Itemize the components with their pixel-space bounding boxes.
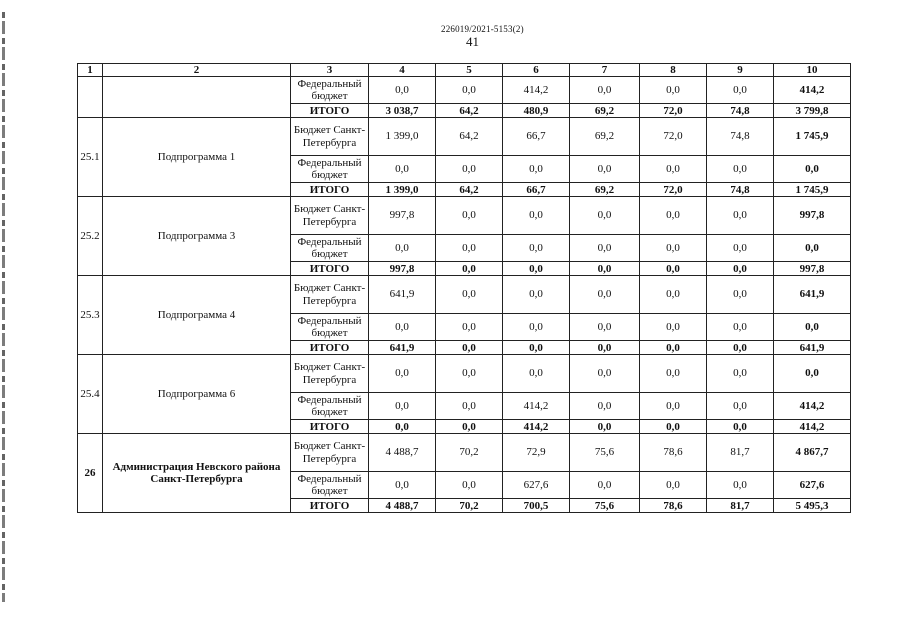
value-cell: 70,2	[436, 434, 503, 472]
source-cell: ИТОГО	[291, 104, 369, 118]
value-cell: 0,0	[369, 472, 436, 499]
value-cell: 4 867,7	[774, 434, 851, 472]
value-cell: 0,0	[640, 276, 707, 314]
row-number-cell	[78, 77, 103, 118]
value-cell: 414,2	[774, 393, 851, 420]
value-cell: 0,0	[436, 262, 503, 276]
row-number-cell: 25.4	[78, 355, 103, 434]
document-number: 226019/2021-5153(2)	[441, 24, 524, 34]
source-cell: Федеральный бюджет	[291, 393, 369, 420]
value-cell: 627,6	[774, 472, 851, 499]
value-cell: 0,0	[369, 235, 436, 262]
col-header: 3	[291, 64, 369, 77]
value-cell: 69,2	[570, 118, 640, 156]
value-cell: 0,0	[503, 314, 570, 341]
value-cell: 0,0	[640, 472, 707, 499]
value-cell: 74,8	[707, 118, 774, 156]
value-cell: 4 488,7	[369, 434, 436, 472]
value-cell: 64,2	[436, 118, 503, 156]
value-cell: 0,0	[640, 77, 707, 104]
value-cell: 0,0	[503, 197, 570, 235]
value-cell: 0,0	[436, 197, 503, 235]
value-cell: 81,7	[707, 434, 774, 472]
value-cell: 0,0	[774, 235, 851, 262]
source-cell: Федеральный бюджет	[291, 314, 369, 341]
table-row	[78, 118, 851, 156]
value-cell: 0,0	[570, 393, 640, 420]
value-cell: 414,2	[503, 420, 570, 434]
value-cell: 997,8	[369, 262, 436, 276]
col-header: 10	[774, 64, 851, 77]
value-cell: 0,0	[503, 341, 570, 355]
value-cell: 0,0	[570, 77, 640, 104]
value-cell: 641,9	[774, 276, 851, 314]
value-cell: 0,0	[707, 420, 774, 434]
value-cell: 0,0	[774, 156, 851, 183]
value-cell: 0,0	[503, 156, 570, 183]
row-name-cell: Подпрограмма 4	[103, 276, 291, 355]
value-cell: 627,6	[503, 472, 570, 499]
value-cell: 81,7	[707, 499, 774, 513]
col-header: 4	[369, 64, 436, 77]
value-cell: 69,2	[570, 183, 640, 197]
row-number-cell: 25.2	[78, 197, 103, 276]
value-cell: 66,7	[503, 118, 570, 156]
value-cell: 78,6	[640, 499, 707, 513]
value-cell: 641,9	[774, 341, 851, 355]
value-cell: 0,0	[640, 197, 707, 235]
value-cell: 0,0	[570, 472, 640, 499]
source-cell: Бюджет Санкт-Петербурга	[291, 355, 369, 393]
value-cell: 0,0	[640, 235, 707, 262]
col-header: 6	[503, 64, 570, 77]
value-cell: 414,2	[503, 77, 570, 104]
value-cell: 0,0	[640, 355, 707, 393]
value-cell: 0,0	[640, 393, 707, 420]
source-cell: Бюджет Санкт-Петербурга	[291, 276, 369, 314]
value-cell: 0,0	[436, 341, 503, 355]
value-cell: 0,0	[369, 393, 436, 420]
col-header: 1	[78, 64, 103, 77]
value-cell: 0,0	[570, 262, 640, 276]
value-cell: 0,0	[640, 420, 707, 434]
value-cell: 66,7	[503, 183, 570, 197]
value-cell: 0,0	[436, 77, 503, 104]
value-cell: 0,0	[707, 262, 774, 276]
value-cell: 0,0	[640, 341, 707, 355]
col-header: 2	[103, 64, 291, 77]
source-cell: ИТОГО	[291, 499, 369, 513]
value-cell: 70,2	[436, 499, 503, 513]
value-cell: 0,0	[369, 314, 436, 341]
value-cell: 1 745,9	[774, 183, 851, 197]
value-cell: 0,0	[707, 77, 774, 104]
value-cell: 1 745,9	[774, 118, 851, 156]
value-cell: 0,0	[369, 156, 436, 183]
value-cell: 0,0	[570, 197, 640, 235]
source-cell: Федеральный бюджет	[291, 472, 369, 499]
source-cell: Бюджет Санкт-Петербурга	[291, 197, 369, 235]
value-cell: 1 399,0	[369, 118, 436, 156]
value-cell: 480,9	[503, 104, 570, 118]
value-cell: 0,0	[369, 77, 436, 104]
source-cell: Бюджет Санкт-Петербурга	[291, 434, 369, 472]
value-cell: 0,0	[570, 156, 640, 183]
value-cell: 0,0	[707, 156, 774, 183]
value-cell: 0,0	[774, 314, 851, 341]
value-cell: 72,0	[640, 118, 707, 156]
value-cell: 414,2	[503, 393, 570, 420]
value-cell: 0,0	[707, 341, 774, 355]
value-cell: 64,2	[436, 183, 503, 197]
value-cell: 0,0	[503, 262, 570, 276]
source-cell: ИТОГО	[291, 420, 369, 434]
budget-table	[77, 63, 851, 513]
value-cell: 0,0	[436, 235, 503, 262]
source-cell: Федеральный бюджет	[291, 156, 369, 183]
value-cell: 0,0	[369, 355, 436, 393]
row-name-cell: Подпрограмма 3	[103, 197, 291, 276]
value-cell: 72,0	[640, 104, 707, 118]
value-cell: 0,0	[707, 355, 774, 393]
source-cell: ИТОГО	[291, 183, 369, 197]
value-cell: 0,0	[570, 355, 640, 393]
row-number-cell: 26	[78, 434, 103, 513]
value-cell: 0,0	[436, 355, 503, 393]
row-name-cell: Подпрограмма 1	[103, 118, 291, 197]
row-name-cell	[103, 77, 291, 118]
value-cell: 0,0	[570, 235, 640, 262]
value-cell: 997,8	[774, 262, 851, 276]
value-cell: 0,0	[640, 156, 707, 183]
table-row	[78, 77, 851, 104]
row-number-cell: 25.3	[78, 276, 103, 355]
table-row	[78, 355, 851, 393]
value-cell: 0,0	[707, 235, 774, 262]
source-cell: Федеральный бюджет	[291, 77, 369, 104]
value-cell: 69,2	[570, 104, 640, 118]
col-header: 7	[570, 64, 640, 77]
value-cell: 3 799,8	[774, 104, 851, 118]
row-number-cell: 25.1	[78, 118, 103, 197]
value-cell: 997,8	[774, 197, 851, 235]
value-cell: 0,0	[436, 276, 503, 314]
row-name-cell: Подпрограмма 6	[103, 355, 291, 434]
value-cell: 0,0	[707, 276, 774, 314]
table-row	[78, 276, 851, 314]
value-cell: 997,8	[369, 197, 436, 235]
value-cell: 0,0	[436, 420, 503, 434]
col-header: 8	[640, 64, 707, 77]
value-cell: 0,0	[570, 420, 640, 434]
table-row	[78, 197, 851, 235]
value-cell: 0,0	[570, 314, 640, 341]
column-number-row	[78, 64, 851, 77]
source-cell: Федеральный бюджет	[291, 235, 369, 262]
value-cell: 75,6	[570, 434, 640, 472]
value-cell: 75,6	[570, 499, 640, 513]
margin-scan-mark	[2, 12, 5, 602]
value-cell: 1 399,0	[369, 183, 436, 197]
value-cell: 72,9	[503, 434, 570, 472]
value-cell: 0,0	[436, 314, 503, 341]
value-cell: 72,0	[640, 183, 707, 197]
value-cell: 0,0	[570, 341, 640, 355]
value-cell: 0,0	[774, 355, 851, 393]
value-cell: 0,0	[707, 314, 774, 341]
value-cell: 4 488,7	[369, 499, 436, 513]
value-cell: 5 495,3	[774, 499, 851, 513]
value-cell: 0,0	[707, 197, 774, 235]
value-cell: 0,0	[707, 472, 774, 499]
row-name-cell: Администрация Невского района Санкт-Петербурга	[103, 434, 291, 513]
value-cell: 74,8	[707, 104, 774, 118]
page-number: 41	[466, 34, 479, 49]
value-cell: 0,0	[570, 276, 640, 314]
source-cell: ИТОГО	[291, 262, 369, 276]
value-cell: 0,0	[640, 262, 707, 276]
value-cell: 0,0	[436, 156, 503, 183]
value-cell: 0,0	[503, 235, 570, 262]
value-cell: 641,9	[369, 276, 436, 314]
col-header: 9	[707, 64, 774, 77]
value-cell: 64,2	[436, 104, 503, 118]
value-cell: 0,0	[503, 355, 570, 393]
value-cell: 74,8	[707, 183, 774, 197]
value-cell: 0,0	[707, 393, 774, 420]
value-cell: 78,6	[640, 434, 707, 472]
value-cell: 641,9	[369, 341, 436, 355]
source-cell: ИТОГО	[291, 341, 369, 355]
value-cell: 414,2	[774, 77, 851, 104]
value-cell: 414,2	[774, 420, 851, 434]
value-cell: 0,0	[503, 276, 570, 314]
value-cell: 0,0	[436, 472, 503, 499]
value-cell: 0,0	[369, 420, 436, 434]
source-cell: Бюджет Санкт-Петербурга	[291, 118, 369, 156]
value-cell: 700,5	[503, 499, 570, 513]
value-cell: 0,0	[436, 393, 503, 420]
value-cell: 0,0	[640, 314, 707, 341]
col-header: 5	[436, 64, 503, 77]
table-row	[78, 434, 851, 472]
value-cell: 3 038,7	[369, 104, 436, 118]
